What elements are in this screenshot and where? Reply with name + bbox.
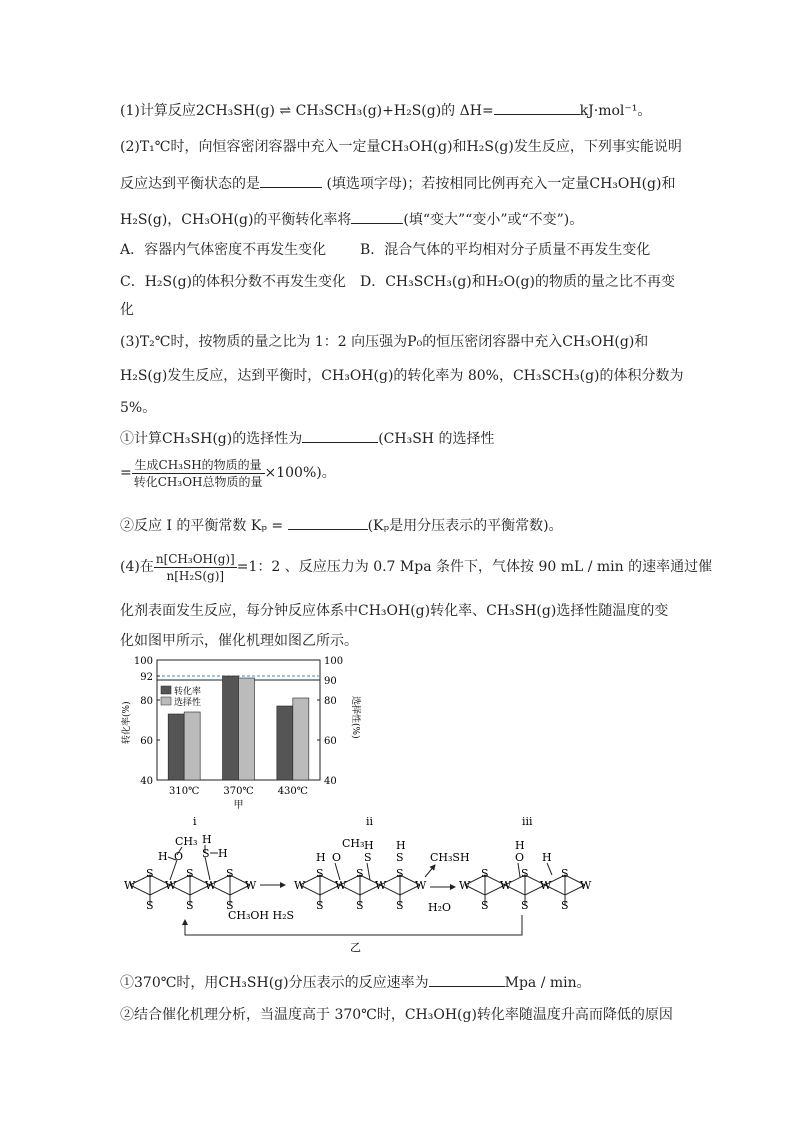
q2-text-4: (填“变大”“变小”或“不变”)。 xyxy=(403,212,584,228)
svg-text:W: W xyxy=(294,879,306,892)
bar-转化率-430℃ xyxy=(277,706,293,780)
equals-sign: = xyxy=(120,465,132,481)
bar-转化率-370℃ xyxy=(223,676,239,780)
q4-line-2: 化剂表面发生反应，每分钟反应体系中CH₃OH(g)转化率、CH₃SH(g)选择性随温度的变 xyxy=(120,603,669,619)
stage-ii-atoms xyxy=(294,837,427,912)
x-tick-label: 310℃ xyxy=(169,786,200,797)
svg-text:S: S xyxy=(186,867,194,880)
q3-line-3: 5%。 xyxy=(120,400,157,416)
stage-label-iii: iii xyxy=(522,815,533,828)
q1-unit: kJ·mol⁻¹。 xyxy=(579,103,652,119)
svg-text:S: S xyxy=(364,851,372,864)
x-tick-label: 370℃ xyxy=(223,786,254,797)
y-tick-label-left: 60 xyxy=(140,736,153,747)
ratio-fraction xyxy=(154,551,237,584)
selectivity-fraction xyxy=(132,457,265,490)
svg-text:S: S xyxy=(146,867,154,880)
bar-选择性-430℃ xyxy=(293,698,309,780)
y-tick-label-left: 80 xyxy=(140,696,153,707)
q3-line-2: H₂S(g)发生反应，达到平衡时，CH₃OH(g)的转化率为 80%，CH₃SCH₃(g)的体积分数为 xyxy=(120,368,684,384)
svg-text:CH₃: CH₃ xyxy=(342,837,365,850)
q1-line xyxy=(120,100,651,121)
svg-text:CH₃: CH₃ xyxy=(175,835,198,848)
svg-text:W: W xyxy=(245,879,257,892)
svg-text:S: S xyxy=(521,867,529,880)
fraction-denominator: 转化CH₃OH总物质的量 xyxy=(133,474,263,489)
legend-swatch xyxy=(161,697,171,705)
y-tick-label-right: 60 xyxy=(324,736,337,747)
svg-text:S: S xyxy=(146,899,154,912)
q3-sub1-tail: (CH₃SH 的选择性 xyxy=(378,431,495,447)
q4-sub-2: ②结合催化机理分析，当温度高于 370℃时，CH₃OH(g)转化率随温度升高而降低的原因 xyxy=(120,1007,673,1023)
svg-text:W: W xyxy=(375,879,387,892)
svg-text:S: S xyxy=(316,867,324,880)
q3-sub-2 xyxy=(120,515,563,536)
svg-text:W: W xyxy=(580,879,592,892)
q3-answer-blank-1[interactable] xyxy=(302,428,378,443)
q2-option-c: C．H₂S(g)的体积分数不再发生变化 xyxy=(120,274,347,290)
q2-line-2 xyxy=(120,173,675,194)
y-tick-label-left: 92 xyxy=(140,672,153,683)
svg-text:O: O xyxy=(174,850,184,863)
svg-text:S: S xyxy=(561,867,569,880)
q2-option-d-cont: 化 xyxy=(120,302,134,318)
svg-text:O: O xyxy=(515,851,525,864)
feed-label: CH₃OH H₂S xyxy=(228,909,295,922)
svg-text:S: S xyxy=(226,867,234,880)
svg-text:S: S xyxy=(396,867,404,880)
chart-caption: 甲 xyxy=(233,800,244,811)
q4-answer-blank-1[interactable] xyxy=(429,972,505,987)
svg-text:H: H xyxy=(515,839,525,852)
fraction-numerator: 生成CH₃SH的物质的量 xyxy=(132,457,265,474)
q2-answer-blank-1[interactable] xyxy=(260,173,322,188)
q3-sub2-tail: (Kₚ是用分压表示的平衡常数)。 xyxy=(367,518,563,534)
q2-line-1: (2)T₁℃时，向恒容密闭容器中充入一定量CH₃OH(g)和H₂S(g)发生反应，下列事实能说明 xyxy=(120,139,682,155)
svg-text:W: W xyxy=(459,879,471,892)
ratio-denominator: n[H₂S(g)] xyxy=(166,568,225,583)
svg-text:W: W xyxy=(500,879,512,892)
stage-iii-atoms xyxy=(459,839,592,912)
water-label: H₂O xyxy=(428,901,452,914)
svg-text:S: S xyxy=(226,899,234,912)
q2-line-3 xyxy=(120,209,583,230)
svg-text:H: H xyxy=(316,851,326,864)
release-ch3sh-label: CH₃SH xyxy=(430,851,470,864)
y-tick-label-right: 100 xyxy=(324,656,344,667)
legend-label: 选择性 xyxy=(174,698,202,708)
svg-text:W: W xyxy=(540,879,552,892)
q3-answer-blank-2[interactable] xyxy=(288,515,368,530)
svg-text:W: W xyxy=(205,879,217,892)
q4-line-1 xyxy=(120,550,712,584)
q4-sub1-text: ①370℃时，用CH₃SH(g)分压表示的反应速率为 xyxy=(120,975,429,991)
q3-selectivity-formula xyxy=(120,456,336,490)
svg-text:S: S xyxy=(396,851,404,864)
svg-text:W: W xyxy=(415,879,427,892)
svg-text:O: O xyxy=(332,851,342,864)
svg-text:H: H xyxy=(542,851,552,864)
q2-text: 反应达到平衡状态的是 xyxy=(120,176,260,192)
diagram-caption: 乙 xyxy=(350,941,361,954)
q4-sub1-unit: Mpa / min。 xyxy=(504,975,591,991)
svg-text:S: S xyxy=(356,867,364,880)
svg-text:S: S xyxy=(396,899,404,912)
y-tick-label-left: 100 xyxy=(133,656,153,667)
y2-axis-label: 选择性(%) xyxy=(350,696,360,739)
q2-text-3: H₂S(g)，CH₃OH(g)的平衡转化率将 xyxy=(120,212,352,228)
release-arrow xyxy=(425,865,435,877)
y-tick-label-right: 80 xyxy=(324,696,337,707)
bar-chart-jia xyxy=(115,652,365,812)
bar-转化率-310℃ xyxy=(168,714,184,780)
q4-line-3: 化如图甲所示，催化机理如图乙所示。 xyxy=(120,633,358,649)
fraction-tail: ×100%)。 xyxy=(264,465,336,481)
y-axis-label: 转化率(%) xyxy=(122,701,132,744)
bar-选择性-370℃ xyxy=(239,678,255,780)
svg-text:S: S xyxy=(481,867,489,880)
y-tick-label-left: 40 xyxy=(140,776,153,787)
stage-label-i: i xyxy=(193,815,197,828)
stage-label-ii: ii xyxy=(366,815,374,828)
svg-text:S: S xyxy=(521,899,529,912)
svg-text:H: H xyxy=(158,850,168,863)
stage-i-atoms xyxy=(124,833,257,912)
q2-text-2: (填选项字母)；若按相同比例再充入一定量CH₃OH(g)和 xyxy=(326,176,676,192)
catalysis-mechanism-diagram xyxy=(110,815,600,955)
q2-option-d: D．CH₃SCH₃(g)和H₂O(g)的物质的量之比不再变 xyxy=(360,274,675,290)
svg-text:H: H xyxy=(364,839,374,852)
q2-option-a: A．容器内气体密度不再发生变化 xyxy=(120,242,327,258)
q3-sub2-text: ②反应 I 的平衡常数 Kₚ = xyxy=(120,518,284,534)
svg-text:S: S xyxy=(481,899,489,912)
x-tick-label: 430℃ xyxy=(277,786,308,797)
q1-text: (1)计算反应 xyxy=(120,103,196,119)
svg-text:H: H xyxy=(218,847,228,860)
q3-sub1-text: ①计算CH₃SH(g)的选择性为 xyxy=(120,431,303,447)
q2-option-b: B．混合气体的平均相对分子质量不再发生变化 xyxy=(360,242,651,258)
svg-text:H: H xyxy=(396,839,406,852)
svg-text:S: S xyxy=(356,899,364,912)
q4-text: (4)在 xyxy=(120,559,154,575)
svg-text:W: W xyxy=(335,879,347,892)
legend-swatch xyxy=(161,686,171,694)
svg-text:S: S xyxy=(186,899,194,912)
q4-sub-1 xyxy=(120,972,591,993)
q1-answer-blank[interactable] xyxy=(494,100,580,115)
ratio-numerator: n[CH₃OH(g)] xyxy=(155,551,235,566)
bar-选择性-310℃ xyxy=(184,712,200,780)
q3-sub-1 xyxy=(120,428,494,449)
svg-text:S: S xyxy=(202,847,210,860)
svg-text:S: S xyxy=(316,899,324,912)
legend-label: 转化率 xyxy=(174,687,202,697)
q3-line-1: (3)T₂℃时，按物质的量之比为 1：2 向压强为P₀的恒压密闭容器中充入CH₃OH(g)和 xyxy=(120,334,649,350)
svg-text:S: S xyxy=(561,899,569,912)
svg-text:W: W xyxy=(165,879,177,892)
q2-answer-blank-2[interactable] xyxy=(351,209,403,224)
svg-text:W: W xyxy=(124,879,136,892)
svg-text:H: H xyxy=(202,833,212,846)
q1-mid: 的 ΔH= xyxy=(441,103,494,119)
q1-equation: 2CH₃SH(g) ⇌ CH₃SCH₃(g)+H₂S(g) xyxy=(195,103,442,119)
q4-text-2: =1：2 、反应压力为 0.7 Mpa 条件下，气体按 90 mL / min 的速率通过催 xyxy=(236,559,713,575)
y-tick-label-right: 40 xyxy=(324,776,337,787)
y-tick-label-right: 90 xyxy=(324,676,337,687)
